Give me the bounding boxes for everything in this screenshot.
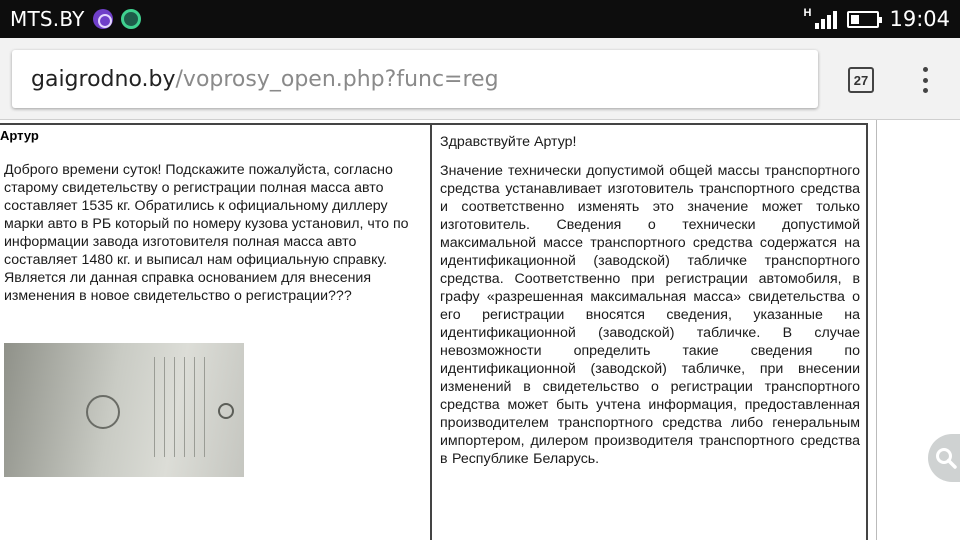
- search-icon: [935, 447, 957, 469]
- seal-stamp: [86, 395, 120, 429]
- viber-icon: [93, 9, 113, 29]
- clock: 19:04: [889, 7, 950, 31]
- brand-logo: [218, 403, 234, 419]
- question-author: Артур: [0, 128, 39, 143]
- network-type: H: [803, 7, 812, 19]
- answer-greeting: Здравствуйте Артур!: [440, 134, 577, 150]
- question-text: Доброго времени суток! Подскажите пожалуйста, согласно старому свидетельству о регистрации полная масса авто составляет 1535 кг. Обратились к официальному диллеру марки авто в РБ который по номеру кузова установил, что по информации завода изготовителя полная масса авто составляет 1480 кг. и выписал нам официальную справку. Является ли данная справка основанием для внесения изменения в новое свидетельство о регистрации???: [4, 162, 409, 304]
- browser-toolbar: [0, 38, 960, 120]
- ring-icon: [121, 9, 141, 29]
- url-path: /voprosy_open.php?func=reg: [175, 66, 499, 92]
- answer-column: [440, 128, 860, 468]
- status-left: [10, 7, 141, 31]
- battery-level: [851, 15, 859, 24]
- table-right-border: [866, 123, 868, 540]
- table-top-border: [0, 123, 868, 125]
- column-divider: [430, 123, 432, 540]
- overflow-menu-icon[interactable]: [915, 64, 935, 96]
- page-content: [0, 120, 960, 540]
- attached-document-photo[interactable]: [4, 343, 244, 477]
- page-edge: [876, 120, 877, 540]
- signal-icon: [803, 7, 837, 29]
- status-bar: [0, 0, 960, 38]
- url-bar[interactable]: [12, 50, 818, 108]
- carrier-name: MTS.BY: [10, 7, 85, 31]
- battery-icon: [847, 11, 879, 28]
- status-right: [803, 7, 950, 31]
- tab-switcher-button[interactable]: [848, 67, 874, 93]
- question-column: [0, 128, 425, 305]
- answer-text: Значение технически допустимой общей массы транспортного средства устанавливает изготовитель транспортного средства и соответственно изменять это значение может только изготовитель. Сведения о технически допустимой максимальной массе транспортного средства содержатся на идентификационной (заводской) табличке транспортного средства. Соответственно при регистрации автомобиля, в графу «разрешенная максимальная масса» свидетельства о его регистрации вносятся сведения, указанные на идентификационной (заводской) табличке. В случае невозможности определить такие сведения по идентификационной (заводской) табличке, при внесении изменений в свидетельство о регистрации транспортного средства может быть учтена информация, предоставленная производителем транспортного средства либо генеральным импортером, дилером производителя транспортного средства в Республике Беларусь.: [440, 163, 860, 467]
- tab-count: 27: [853, 72, 869, 88]
- url-host: gaigrodno.by: [31, 66, 176, 92]
